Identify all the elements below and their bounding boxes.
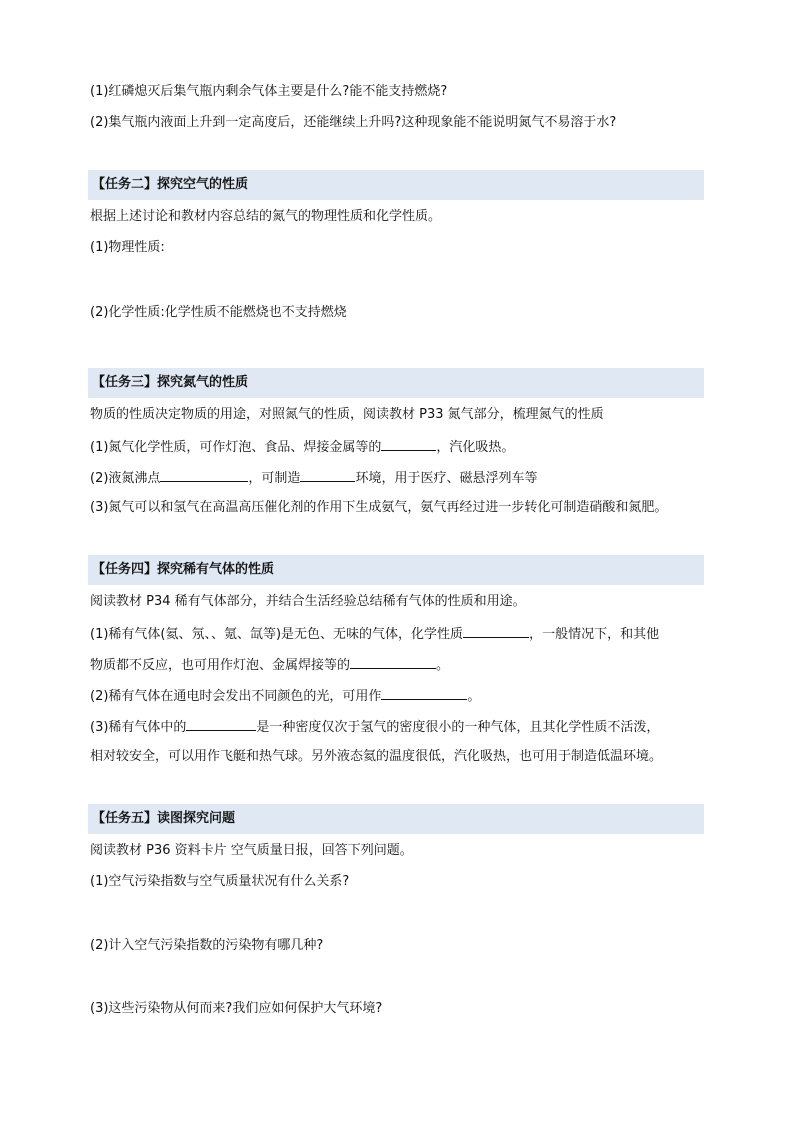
task4-title: 【任务四】探究稀有气体的性质 bbox=[92, 562, 275, 577]
task5-question-1: (1)空气污染指数与空气质量状况有什么关系? bbox=[90, 874, 350, 889]
task4-item-2 bbox=[90, 686, 710, 706]
task3-header bbox=[88, 368, 704, 398]
task4-item-3-line-2: 相对较安全，可以用作飞艇和热气球。另外液态氦的温度很低，汽化吸热，也可用于制造低温环境。 bbox=[90, 749, 663, 764]
task5-header bbox=[88, 804, 704, 834]
task3-item-1-text-a: (1)氮气化学性质，可作灯泡、食品、焊接金属等的 bbox=[90, 440, 382, 455]
intro-question-2: (2)集气瓶内液面上升到一定高度后，还能继续上升吗?这种现象能不能说明氮气不易溶于水? bbox=[90, 115, 617, 130]
task3-item-1 bbox=[90, 437, 710, 457]
task5-question-2: (2)计入空气污染指数的污染物有哪几种? bbox=[90, 938, 324, 953]
task3-item-2 bbox=[90, 468, 710, 488]
task2-chemical-properties: (2)化学性质:化学性质不能燃烧也不支持燃烧 bbox=[90, 305, 347, 320]
fill-blank[interactable] bbox=[160, 468, 248, 482]
task4-item-3-text-b: 是一种密度仅次于氢气的密度很小的一种气体，且其化学性质不活泼， bbox=[256, 720, 660, 735]
fill-blank[interactable] bbox=[381, 437, 436, 451]
task5-intro: 阅读教材 P36 资料卡片 空气质量日报，回答下列问题。 bbox=[90, 843, 413, 858]
task5-title: 【任务五】读图探究问题 bbox=[92, 811, 236, 826]
task4-item-1-text-d: 。 bbox=[436, 658, 450, 673]
task3-item-1-text-b: ，汽化吸热。 bbox=[436, 440, 515, 455]
task4-header bbox=[88, 555, 704, 585]
task2-header bbox=[88, 170, 704, 200]
task4-item-1-text-c: 物质都不反应，也可用作灯泡、金属焊接等的 bbox=[90, 658, 351, 673]
task4-item-2-text-b: 。 bbox=[467, 689, 481, 704]
task3-item-3: (3)氮气可以和氢气在高温高压催化剂的作用下生成氨气，氨气再经过进一步转化可制造硝酸和氮肥。 bbox=[90, 500, 668, 515]
task2-intro: 根据上述讨论和教材内容总结的氮气的物理性质和化学性质。 bbox=[90, 209, 442, 224]
intro-question-1: (1)红磷熄灭后集气瓶内剩余气体主要是什么?能不能支持燃烧? bbox=[90, 84, 448, 99]
task3-item-2-text-c: 环境，用于医疗、磁悬浮列车等 bbox=[355, 471, 538, 486]
task4-item-1-text-b: ，一般情况下，和其他 bbox=[529, 627, 660, 642]
task4-item-3-text-a: (3)稀有气体中的 bbox=[90, 720, 187, 735]
task3-item-2-text-b: ，可制造 bbox=[248, 471, 301, 486]
task4-item-1-line-2 bbox=[90, 655, 710, 675]
task4-item-3-line-1 bbox=[90, 717, 710, 737]
fill-blank[interactable] bbox=[186, 717, 256, 731]
task2-title: 【任务二】探究空气的性质 bbox=[92, 177, 249, 192]
task4-item-1-text-a: (1)稀有气体(氦、氖、、氪、氙等)是无色、无味的气体，化学性质 bbox=[90, 627, 464, 642]
task3-item-2-text-a: (2)液氮沸点 bbox=[90, 471, 161, 486]
task2-physical-properties: (1)物理性质: bbox=[90, 240, 165, 255]
fill-blank[interactable] bbox=[381, 686, 467, 700]
fill-blank[interactable] bbox=[300, 468, 355, 482]
task4-item-1-line-1 bbox=[90, 624, 710, 644]
task4-item-2-text-a: (2)稀有气体在通电时会发出不同颜色的光，可用作 bbox=[90, 689, 382, 704]
fill-blank[interactable] bbox=[463, 624, 529, 638]
task3-title: 【任务三】探究氮气的性质 bbox=[92, 375, 249, 390]
task4-intro: 阅读教材 P34 稀有气体部分，并结合生活经验总结稀有气体的性质和用途。 bbox=[90, 594, 526, 609]
fill-blank[interactable] bbox=[350, 655, 436, 669]
task5-question-3: (3)这些污染物从何而来?我们应如何保护大气环境? bbox=[90, 1001, 383, 1016]
task3-intro: 物质的性质决定物质的用途，对照氮气的性质，阅读教材 P33 氮气部分，梳理氮气的性质 bbox=[90, 407, 604, 422]
